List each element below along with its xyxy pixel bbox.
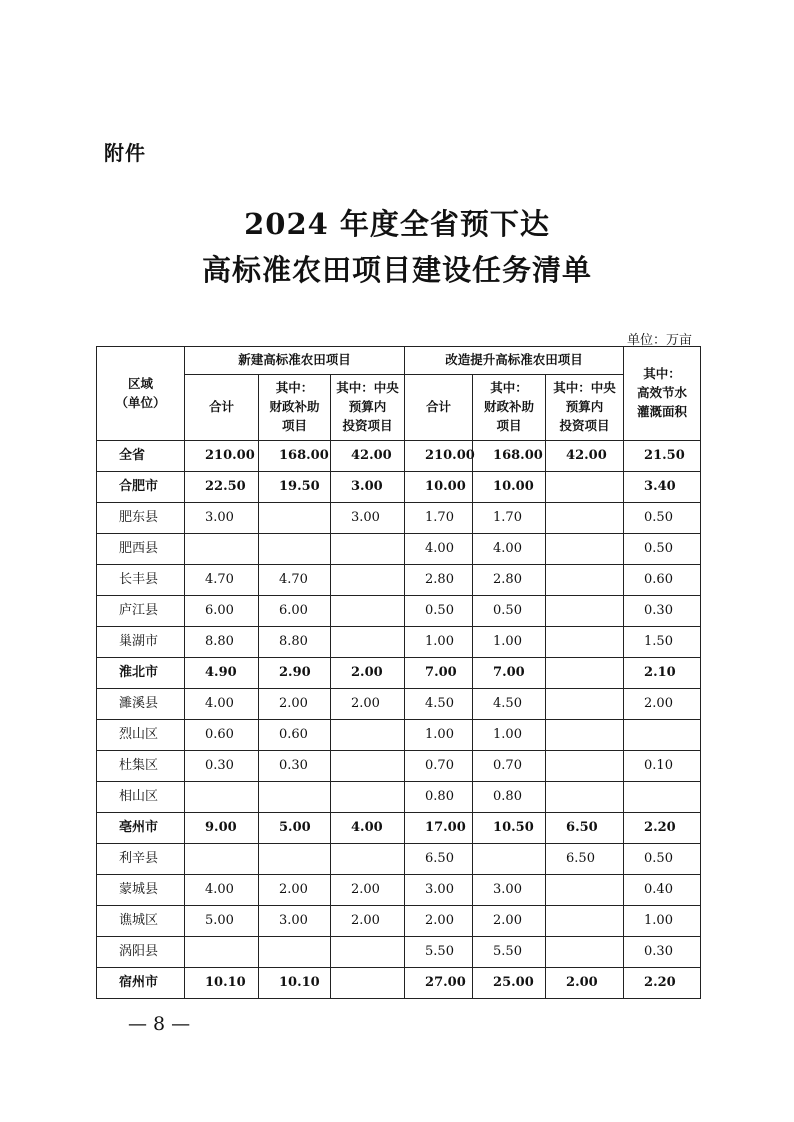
row-value-cell: 10.00 bbox=[473, 472, 546, 503]
table-row bbox=[97, 782, 701, 813]
row-value-cell: 9.00 bbox=[185, 813, 259, 844]
row-value-cell: 42.00 bbox=[546, 441, 624, 472]
table-row bbox=[97, 472, 701, 503]
row-value-cell: 0.50 bbox=[624, 534, 701, 565]
header-group-new: 新建高标准农田项目 bbox=[185, 347, 405, 375]
row-value-cell: 10.00 bbox=[405, 472, 473, 503]
row-value-cell: 2.00 bbox=[405, 906, 473, 937]
row-value-cell: 0.40 bbox=[624, 875, 701, 906]
row-value-cell bbox=[546, 689, 624, 720]
row-value-cell: 17.00 bbox=[405, 813, 473, 844]
row-value-cell: 0.30 bbox=[259, 751, 331, 782]
row-value-cell bbox=[546, 875, 624, 906]
table-row bbox=[97, 844, 701, 875]
row-value-cell: 0.60 bbox=[624, 565, 701, 596]
attachment-label: 附件 bbox=[104, 141, 146, 165]
row-value-cell: 27.00 bbox=[405, 968, 473, 999]
row-value-cell: 1.50 bbox=[624, 627, 701, 658]
row-value-cell bbox=[546, 627, 624, 658]
row-value-cell: 0.80 bbox=[405, 782, 473, 813]
header-new-total: 合计 bbox=[185, 375, 259, 441]
row-value-cell: 4.00 bbox=[473, 534, 546, 565]
header-irrigation: 其中： 高效节水 灌溉面积 bbox=[624, 347, 701, 441]
row-value-cell: 8.80 bbox=[185, 627, 259, 658]
row-value-cell: 42.00 bbox=[331, 441, 405, 472]
row-value-cell: 2.90 bbox=[259, 658, 331, 689]
row-value-cell: 25.00 bbox=[473, 968, 546, 999]
table-row bbox=[97, 813, 701, 844]
row-value-cell bbox=[331, 782, 405, 813]
row-region-name: 全省 bbox=[97, 441, 185, 472]
table-row bbox=[97, 658, 701, 689]
row-value-cell bbox=[546, 782, 624, 813]
row-value-cell: 1.00 bbox=[405, 627, 473, 658]
row-region-name: 烈山区 bbox=[97, 720, 185, 751]
row-value-cell: 5.50 bbox=[473, 937, 546, 968]
row-value-cell: 1.70 bbox=[473, 503, 546, 534]
header-new-finance: 其中： 财政补助 项目 bbox=[259, 375, 331, 441]
row-region-name: 杜集区 bbox=[97, 751, 185, 782]
row-value-cell: 2.00 bbox=[331, 906, 405, 937]
row-value-cell: 1.00 bbox=[473, 627, 546, 658]
row-value-cell: 0.80 bbox=[473, 782, 546, 813]
row-value-cell: 5.00 bbox=[259, 813, 331, 844]
row-value-cell bbox=[185, 937, 259, 968]
row-value-cell bbox=[546, 937, 624, 968]
table-row bbox=[97, 627, 701, 658]
header-upgrade-total: 合计 bbox=[405, 375, 473, 441]
row-value-cell: 3.00 bbox=[331, 472, 405, 503]
row-value-cell: 0.10 bbox=[624, 751, 701, 782]
row-value-cell bbox=[546, 751, 624, 782]
row-value-cell: 4.00 bbox=[185, 689, 259, 720]
row-value-cell: 0.30 bbox=[624, 937, 701, 968]
row-value-cell: 5.00 bbox=[185, 906, 259, 937]
table-row bbox=[97, 534, 701, 565]
row-region-name: 巢湖市 bbox=[97, 627, 185, 658]
table-row bbox=[97, 565, 701, 596]
row-value-cell: 6.00 bbox=[259, 596, 331, 627]
table-row bbox=[97, 937, 701, 968]
page-number: — 8 — bbox=[128, 1013, 191, 1035]
row-region-name: 谯城区 bbox=[97, 906, 185, 937]
row-value-cell: 2.00 bbox=[331, 875, 405, 906]
row-value-cell bbox=[331, 968, 405, 999]
row-value-cell: 2.00 bbox=[546, 968, 624, 999]
row-value-cell: 6.00 bbox=[185, 596, 259, 627]
row-value-cell: 4.50 bbox=[473, 689, 546, 720]
row-region-name: 肥东县 bbox=[97, 503, 185, 534]
unit-label: 单位：万亩 bbox=[626, 333, 692, 348]
row-value-cell bbox=[546, 534, 624, 565]
row-value-cell: 4.50 bbox=[405, 689, 473, 720]
header-upgrade-finance: 其中： 财政补助 项目 bbox=[473, 375, 546, 441]
row-value-cell bbox=[331, 627, 405, 658]
row-value-cell: 4.00 bbox=[185, 875, 259, 906]
row-region-name: 长丰县 bbox=[97, 565, 185, 596]
row-value-cell: 4.00 bbox=[405, 534, 473, 565]
row-value-cell: 4.90 bbox=[185, 658, 259, 689]
row-region-name: 庐江县 bbox=[97, 596, 185, 627]
row-value-cell: 8.80 bbox=[259, 627, 331, 658]
row-value-cell: 21.50 bbox=[624, 441, 701, 472]
row-value-cell: 0.50 bbox=[624, 503, 701, 534]
row-value-cell bbox=[185, 534, 259, 565]
row-value-cell bbox=[185, 782, 259, 813]
row-value-cell: 3.00 bbox=[331, 503, 405, 534]
row-region-name: 濉溪县 bbox=[97, 689, 185, 720]
row-value-cell: 210.00 bbox=[185, 441, 259, 472]
header-new-central: 其中：中央 预算内 投资项目 bbox=[331, 375, 405, 441]
row-value-cell bbox=[331, 720, 405, 751]
row-value-cell: 22.50 bbox=[185, 472, 259, 503]
row-region-name: 淮北市 bbox=[97, 658, 185, 689]
row-value-cell: 168.00 bbox=[259, 441, 331, 472]
row-value-cell bbox=[259, 844, 331, 875]
row-value-cell bbox=[259, 782, 331, 813]
row-value-cell: 0.30 bbox=[624, 596, 701, 627]
row-value-cell: 7.00 bbox=[405, 658, 473, 689]
row-value-cell: 10.10 bbox=[185, 968, 259, 999]
row-value-cell: 2.80 bbox=[473, 565, 546, 596]
document-title-line2: 高标准农田项目建设任务清单 bbox=[201, 253, 592, 287]
row-value-cell: 2.00 bbox=[259, 875, 331, 906]
row-region-name: 亳州市 bbox=[97, 813, 185, 844]
table-row bbox=[97, 875, 701, 906]
header-group-upgrade: 改造提升高标准农田项目 bbox=[405, 347, 624, 375]
row-value-cell bbox=[624, 720, 701, 751]
row-value-cell bbox=[331, 844, 405, 875]
row-value-cell: 4.70 bbox=[259, 565, 331, 596]
row-value-cell bbox=[546, 472, 624, 503]
row-value-cell: 0.50 bbox=[473, 596, 546, 627]
row-value-cell: 0.50 bbox=[405, 596, 473, 627]
row-value-cell bbox=[546, 596, 624, 627]
row-value-cell bbox=[259, 534, 331, 565]
table-row bbox=[97, 503, 701, 534]
row-value-cell: 19.50 bbox=[259, 472, 331, 503]
table-row bbox=[97, 720, 701, 751]
row-value-cell: 0.30 bbox=[185, 751, 259, 782]
document-title-line1: 2024 年度全省预下达 bbox=[244, 207, 550, 241]
row-value-cell: 2.00 bbox=[624, 689, 701, 720]
row-value-cell: 210.00 bbox=[405, 441, 473, 472]
table-row bbox=[97, 968, 701, 999]
row-value-cell: 7.00 bbox=[473, 658, 546, 689]
task-table bbox=[96, 346, 701, 999]
table-row bbox=[97, 751, 701, 782]
row-value-cell: 3.00 bbox=[405, 875, 473, 906]
table-row bbox=[97, 596, 701, 627]
table-row bbox=[97, 689, 701, 720]
row-value-cell bbox=[546, 906, 624, 937]
row-region-name: 涡阳县 bbox=[97, 937, 185, 968]
row-region-name: 宿州市 bbox=[97, 968, 185, 999]
row-value-cell: 2.20 bbox=[624, 813, 701, 844]
row-value-cell: 6.50 bbox=[405, 844, 473, 875]
header-region: 区域 （单位） bbox=[97, 347, 185, 441]
header-upgrade-central: 其中：中央 预算内 投资项目 bbox=[546, 375, 624, 441]
row-value-cell: 6.50 bbox=[546, 844, 624, 875]
row-value-cell: 10.50 bbox=[473, 813, 546, 844]
row-value-cell bbox=[473, 844, 546, 875]
row-value-cell: 2.00 bbox=[473, 906, 546, 937]
row-region-name: 蒙城县 bbox=[97, 875, 185, 906]
row-value-cell: 2.00 bbox=[331, 658, 405, 689]
row-value-cell: 3.00 bbox=[473, 875, 546, 906]
row-value-cell bbox=[546, 658, 624, 689]
row-value-cell: 4.00 bbox=[331, 813, 405, 844]
table-body bbox=[97, 441, 701, 999]
row-value-cell: 1.70 bbox=[405, 503, 473, 534]
table-row bbox=[97, 441, 701, 472]
row-value-cell: 5.50 bbox=[405, 937, 473, 968]
row-value-cell bbox=[331, 565, 405, 596]
row-value-cell: 6.50 bbox=[546, 813, 624, 844]
row-value-cell: 2.00 bbox=[331, 689, 405, 720]
row-value-cell: 3.00 bbox=[185, 503, 259, 534]
row-value-cell bbox=[546, 565, 624, 596]
row-value-cell: 2.80 bbox=[405, 565, 473, 596]
row-value-cell bbox=[624, 782, 701, 813]
row-value-cell bbox=[331, 534, 405, 565]
row-value-cell bbox=[259, 503, 331, 534]
row-value-cell: 2.00 bbox=[259, 689, 331, 720]
row-value-cell: 168.00 bbox=[473, 441, 546, 472]
row-value-cell: 0.60 bbox=[259, 720, 331, 751]
row-value-cell: 1.00 bbox=[624, 906, 701, 937]
row-value-cell: 0.70 bbox=[473, 751, 546, 782]
row-value-cell: 2.10 bbox=[624, 658, 701, 689]
row-value-cell: 2.20 bbox=[624, 968, 701, 999]
row-value-cell bbox=[331, 751, 405, 782]
row-region-name: 肥西县 bbox=[97, 534, 185, 565]
row-value-cell bbox=[546, 503, 624, 534]
row-value-cell: 0.50 bbox=[624, 844, 701, 875]
row-value-cell: 3.00 bbox=[259, 906, 331, 937]
table-row bbox=[97, 906, 701, 937]
row-value-cell: 1.00 bbox=[473, 720, 546, 751]
row-value-cell bbox=[185, 844, 259, 875]
row-value-cell bbox=[331, 937, 405, 968]
row-region-name: 合肥市 bbox=[97, 472, 185, 503]
row-value-cell: 4.70 bbox=[185, 565, 259, 596]
row-value-cell bbox=[259, 937, 331, 968]
row-region-name: 利辛县 bbox=[97, 844, 185, 875]
row-value-cell bbox=[546, 720, 624, 751]
row-value-cell bbox=[331, 596, 405, 627]
row-value-cell: 0.70 bbox=[405, 751, 473, 782]
row-value-cell: 1.00 bbox=[405, 720, 473, 751]
row-region-name: 相山区 bbox=[97, 782, 185, 813]
row-value-cell: 3.40 bbox=[624, 472, 701, 503]
row-value-cell: 10.10 bbox=[259, 968, 331, 999]
row-value-cell: 0.60 bbox=[185, 720, 259, 751]
